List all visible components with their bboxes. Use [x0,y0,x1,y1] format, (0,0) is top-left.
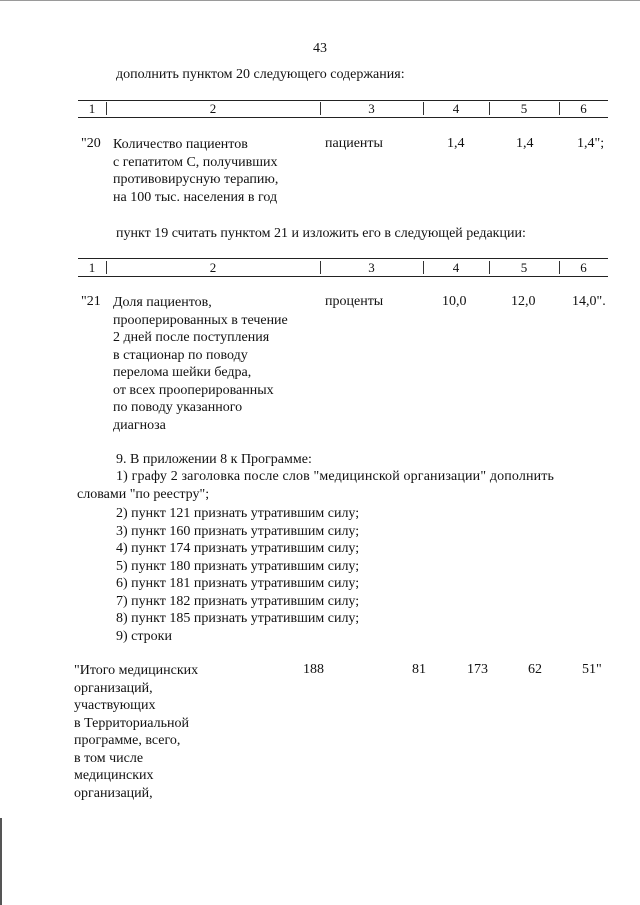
section9-item: 2) пункт 121 признать утратившим силу; [116,506,360,521]
table1-header-cell: 4 [452,101,460,116]
table1-value-3: 1,4"; [577,136,605,151]
table1-name-line: Количество пациентов [113,137,248,152]
table2-header-cell: 1 [88,260,96,275]
table2-header-cell: 3 [368,260,375,275]
table1-row-name [113,136,278,206]
intro-text: дополнить пунктом 20 следующего содержания: [116,67,405,82]
section9-item: 3) пункт 160 признать утратившим силу; [116,523,360,539]
table3-row-name [74,662,198,802]
table3-name-line: организаций, [74,680,153,696]
section9-item: 6) пункт 181 признать утратившим силу; [116,576,360,591]
table2-header-cell: 4 [452,260,460,275]
section9-items [116,505,359,645]
section9-item: 5) пункт 180 признать утратившим силу; [116,558,360,574]
table1-name-line: противовирусную терапию, [113,172,279,187]
table2-row-number: "21 [81,294,101,309]
table3-value: 188 [303,662,324,677]
table2-name-line: по поводу указанного [113,400,243,415]
table3-value: 62 [528,662,542,677]
table1-header-bottom-rule [78,117,608,118]
table2-header-cell: 5 [520,260,528,275]
table2-header-bottom-rule [78,276,608,277]
table2-name-line: от всех прооперированных [113,382,274,398]
table2-name-line: Доля пациентов, [113,295,212,310]
section9-title: 9. В приложении 8 к Программе: [116,452,312,467]
table1-unit: пациенты [325,136,383,151]
table2-value-3: 14,0". [572,294,606,309]
table2-value-1: 10,0 [442,294,467,309]
table2-header-cell: 6 [580,260,587,275]
left-margin-bar [0,818,2,905]
table1-name-line: на 100 тыс. населения в год [113,189,278,205]
table3-name-line: организаций, [74,785,153,801]
table2-name-line: прооперированных в течение [113,312,288,328]
table3-name-line: программе, всего, [74,733,181,748]
section9-item: 9) строки [116,628,172,644]
section9-item: 4) пункт 174 признать утратившим силу; [116,541,360,556]
section9-item: 8) пункт 185 признать утратившим силу; [116,611,360,626]
table3-name-line: в Территориальной [74,715,189,731]
table1-header-cell: 5 [520,101,528,116]
table3-name-line: участвующих [74,698,156,713]
section9-item1-line2: словами "по реестру"; [77,487,210,502]
table3-value: 51" [582,662,602,677]
page-number: 43 [313,41,327,56]
table3-value: 173 [467,662,488,677]
top-border-line [0,0,640,1]
section9-item1-line1: 1) графу 2 заголовка после слов "медицинской организации" дополнить [116,469,555,484]
table2-name-line: диагноза [113,417,166,433]
table3-name-line: в том числе [74,750,144,766]
table1-header-cell: 2 [209,101,217,116]
table1-row-number: "20 [81,136,101,151]
table3-name-line: медицинских [74,768,154,783]
table2-header-cell: 2 [209,260,217,275]
table2-value-2: 12,0 [511,294,536,309]
table1-header-cell: 1 [88,101,96,116]
table2-name-line: 2 дней после поступления [113,330,270,345]
table1-name-line: с гепатитом С, получивших [113,154,278,170]
table1-value-2: 1,4 [516,136,534,151]
mid-text: пункт 19 считать пунктом 21 и изложить его в следующей редакции: [116,226,526,241]
table1-header-cell: 3 [368,101,375,116]
table3-name-line: "Итого медицинских [74,663,199,678]
table2-unit: проценты [325,294,384,309]
table3-value: 81 [412,662,426,677]
table1-header-cell: 6 [580,101,587,116]
table2-row-name [113,294,288,434]
table1-value-1: 1,4 [447,136,465,151]
table2-name-line: перелома шейки бедра, [113,365,252,380]
section9-item: 7) пункт 182 признать утратившим силу; [116,593,360,609]
table2-header-top-rule [78,258,608,259]
table2-name-line: в стационар по поводу [113,347,248,363]
